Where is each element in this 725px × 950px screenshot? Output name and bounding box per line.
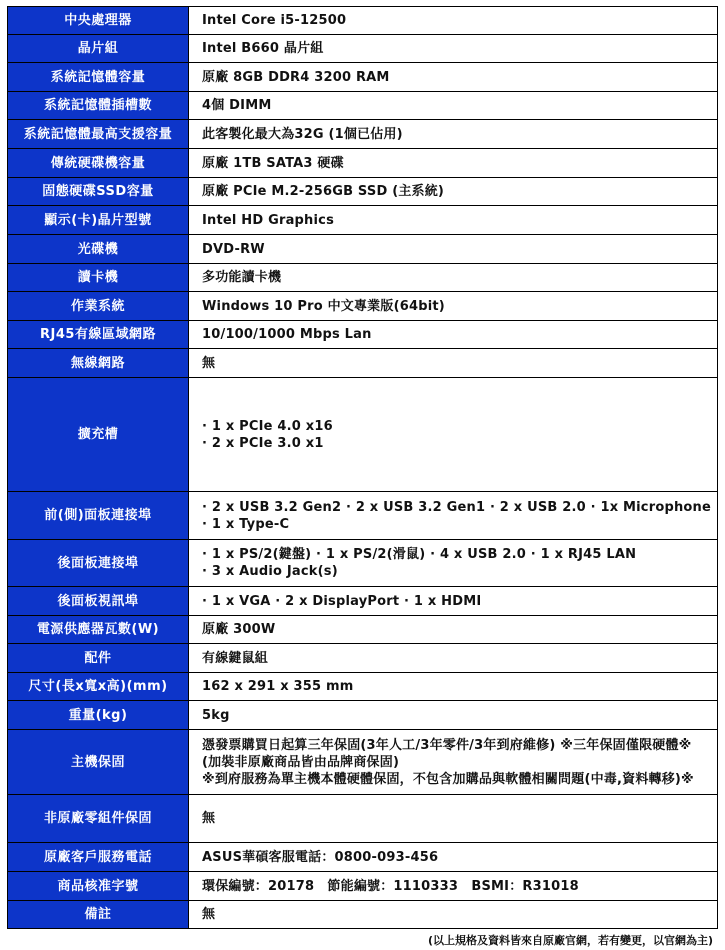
spec-label: 晶片組: [8, 35, 189, 63]
spec-value-line: 原廠 300W: [202, 622, 276, 637]
spec-label: 後面板視訊埠: [8, 587, 189, 616]
spec-value-line: DVD-RW: [202, 241, 265, 257]
spec-value-line: · 1 x Type-C: [202, 516, 290, 532]
spec-label: 讀卡機: [8, 264, 189, 292]
spec-value: [189, 730, 718, 795]
spec-value-line: 10/100/1000 Mbps Lan: [202, 327, 372, 342]
spec-value: [189, 587, 718, 616]
spec-value-line: Intel Core i5-12500: [202, 13, 347, 28]
spec-value-line: 無: [202, 355, 216, 371]
spec-value-line: ASUS華碩客服電話：0800-093-456: [202, 849, 439, 865]
spec-value-line: 此客製化最大為32G (1個已佔用): [202, 126, 403, 142]
spec-value: [189, 378, 718, 492]
spec-label: 電源供應器瓦數(W): [8, 616, 189, 644]
spec-table: [7, 6, 718, 929]
spec-row: [8, 206, 718, 235]
spec-value-line: · 3 x Audio Jack(s): [202, 564, 338, 579]
spec-value: [189, 872, 718, 901]
spec-value: [189, 673, 718, 701]
spec-row: [8, 321, 718, 349]
spec-value: [189, 92, 718, 120]
spec-row: [8, 540, 718, 587]
spec-label: 重量(kg): [8, 701, 189, 730]
spec-row: [8, 587, 718, 616]
spec-label: 無線網路: [8, 349, 189, 378]
spec-row: [8, 644, 718, 673]
spec-value: [189, 843, 718, 872]
spec-row: [8, 616, 718, 644]
spec-value-line: · 1 x PCIe 4.0 x16: [202, 418, 333, 434]
spec-value-line: Intel B660 晶片組: [202, 41, 324, 56]
spec-label: 非原廠零組件保固: [8, 795, 189, 843]
spec-value-line: 原廠 1TB SATA3 硬碟: [202, 155, 344, 171]
spec-value: [189, 644, 718, 673]
spec-row: [8, 178, 718, 206]
spec-row: [8, 120, 718, 149]
spec-label: 前(側)面板連接埠: [8, 492, 189, 540]
spec-row: [8, 673, 718, 701]
spec-value: [189, 206, 718, 235]
spec-value: [189, 235, 718, 264]
spec-value: [189, 178, 718, 206]
spec-value: [189, 63, 718, 92]
spec-value-line: 無: [202, 811, 216, 826]
spec-label: 作業系統: [8, 292, 189, 321]
spec-row: [8, 292, 718, 321]
spec-value: [189, 321, 718, 349]
spec-value-line: 5kg: [202, 707, 230, 723]
spec-value-line: 162 x 291 x 355 mm: [202, 679, 354, 694]
spec-value-line: 憑發票購買日起算三年保固(3年人工/3年零件/3年到府維修) ※三年保固僅限硬體※: [202, 737, 692, 753]
spec-label: 後面板連接埠: [8, 540, 189, 587]
spec-value-line: 4個 DIMM: [202, 98, 272, 113]
spec-row: [8, 92, 718, 120]
spec-label: 傳統硬碟機容量: [8, 149, 189, 178]
spec-label: 擴充槽: [8, 378, 189, 492]
spec-row: [8, 701, 718, 730]
spec-label: 固態硬碟SSD容量: [8, 178, 189, 206]
spec-label: 主機保固: [8, 730, 189, 795]
spec-row: [8, 378, 718, 492]
spec-row: [8, 149, 718, 178]
spec-value-line: · 1 x VGA · 2 x DisplayPort · 1 x HDMI: [202, 593, 482, 609]
spec-value-line: · 2 x PCIe 3.0 x1: [202, 435, 324, 451]
spec-label: 商品核准字號: [8, 872, 189, 901]
spec-label: 配件: [8, 644, 189, 673]
spec-value: [189, 149, 718, 178]
spec-value-line: 原廠 8GB DDR4 3200 RAM: [202, 69, 390, 85]
spec-table-body: [8, 7, 718, 929]
spec-label: 中央處理器: [8, 7, 189, 35]
spec-label: 系統記憶體最高支援容量: [8, 120, 189, 149]
spec-value-line: 有線鍵鼠組: [202, 650, 269, 666]
spec-row: [8, 492, 718, 540]
spec-row: [8, 63, 718, 92]
spec-label: RJ45有線區域網路: [8, 321, 189, 349]
spec-row: [8, 349, 718, 378]
spec-value-line: 無: [202, 907, 216, 922]
spec-value-line: Intel HD Graphics: [202, 212, 335, 228]
footnote: (以上規格及資料皆來自原廠官網，若有變更，以官網為主): [427, 934, 713, 947]
spec-label: 尺寸(長x寬x高)(mm): [8, 673, 189, 701]
spec-value: [189, 540, 718, 587]
spec-value: [189, 7, 718, 35]
spec-value-line: · 1 x PS/2(鍵盤) · 1 x PS/2(滑鼠) · 4 x USB 2.0 · 1 x RJ45 LAN: [202, 547, 637, 562]
spec-value: [189, 264, 718, 292]
spec-value: [189, 349, 718, 378]
spec-value-line: ※到府服務為單主機本體硬體保固，不包含加購品與軟體相關問題(中毒,資料轉移)※: [202, 771, 694, 787]
spec-value: [189, 616, 718, 644]
spec-row: [8, 843, 718, 872]
spec-value: [189, 795, 718, 843]
spec-value: [189, 901, 718, 929]
spec-value-line: (加裝非原廠商品皆由品牌商保固): [202, 754, 400, 770]
spec-value-line: Windows 10 Pro 中文專業版(64bit): [202, 298, 445, 314]
spec-label: 系統記憶體插槽數: [8, 92, 189, 120]
spec-value: [189, 701, 718, 730]
spec-row: [8, 7, 718, 35]
spec-value: [189, 35, 718, 63]
spec-row: [8, 35, 718, 63]
spec-row: [8, 872, 718, 901]
spec-row: [8, 795, 718, 843]
spec-row: [8, 264, 718, 292]
spec-row: [8, 235, 718, 264]
spec-value-line: 環保編號：20178 節能編號：1110333 BSMI：R31018: [202, 878, 579, 894]
spec-label: 備註: [8, 901, 189, 929]
spec-value: [189, 292, 718, 321]
spec-value-line: 原廠 PCIe M.2-256GB SSD (主系統): [202, 184, 445, 199]
spec-row: [8, 901, 718, 929]
spec-value-line: · 2 x USB 3.2 Gen2 · 2 x USB 3.2 Gen1 · 2 x USB 2.0 · 1x Microphone: [202, 499, 712, 515]
spec-label: 原廠客戶服務電話: [8, 843, 189, 872]
spec-value: [189, 492, 718, 540]
spec-value: [189, 120, 718, 149]
spec-label: 系統記憶體容量: [8, 63, 189, 92]
spec-label: 光碟機: [8, 235, 189, 264]
spec-label: 顯示(卡)晶片型號: [8, 206, 189, 235]
spec-row: [8, 730, 718, 795]
spec-value-line: 多功能讀卡機: [202, 270, 282, 285]
